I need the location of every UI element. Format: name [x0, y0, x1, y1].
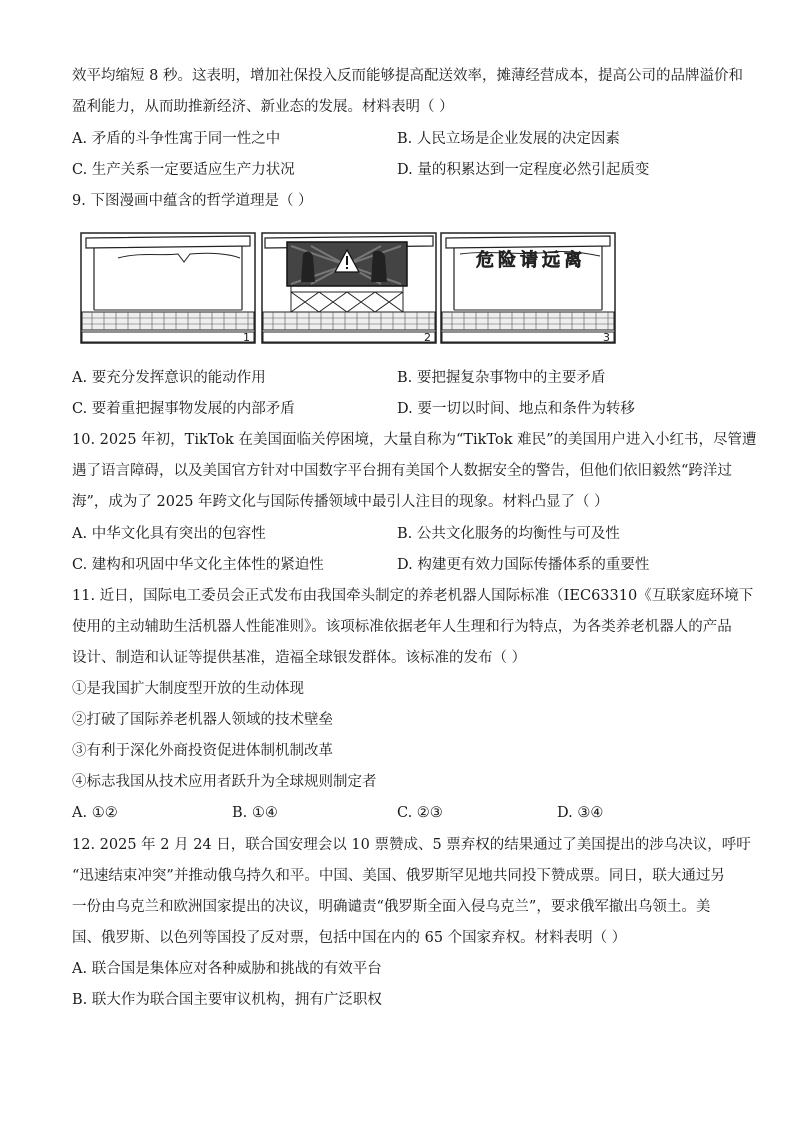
- q11-item-3: ③有利于深化外商投资促进体制机制改革: [72, 743, 333, 759]
- q10-stem-line-3: 海”，成为了 2025 年跨文化与国际传播领域中最引人注目的现象。材料凸显了（ ）: [72, 494, 609, 510]
- q11-item-2: ②打破了国际养老机器人领域的技术壁垒: [72, 712, 333, 728]
- q11-item-4: ④标志我国从技术应用者跃升为全球规则制定者: [72, 774, 377, 790]
- comic-panel-3: [440, 232, 616, 344]
- q10-option-b[interactable]: B. 公共文化服务的均衡性与可及性: [397, 526, 620, 542]
- q12-stem-line-3: 一份由乌克兰和欧洲国家提出的决议，明确谴责“俄罗斯全面入侵乌克兰”，要求俄军撤出乌领土。美: [72, 899, 711, 915]
- comic-sign-text: 危险请远离: [476, 250, 586, 271]
- q11-stem-line-2: 使用的主动辅助生活机器人性能准则》。该项标准依据老年人生理和行为特点，为各类养老机器人的产品: [72, 619, 732, 635]
- comic-panel-number: 3: [603, 331, 610, 344]
- q11-option-a[interactable]: A. ①②: [72, 805, 118, 821]
- q12-stem-line-1: 12. 2025 年 2 月 24 日，联合国安理会以 10 票赞成、5 票弃权的结果通过了美国提出的涉乌决议，呼吁: [72, 837, 751, 853]
- comic-panel-1: [80, 232, 256, 344]
- q12-stem-line-2: “迅速结束冲突”并推动俄乌持久和平。中国、美国、俄罗斯罕见地共同投下赞成票。同日，联大通过另: [72, 868, 725, 884]
- q10-option-d[interactable]: D. 构建更有效力国际传播体系的重要性: [397, 557, 650, 573]
- q8-option-b[interactable]: B. 人民立场是企业发展的决定因素: [397, 131, 620, 147]
- q11-option-d[interactable]: D. ③④: [557, 805, 604, 821]
- q11-stem-line-3: 设计、制造和认证等提供基准，造福全球银发群体。该标准的发布（ ）: [72, 650, 527, 666]
- q11-stem-line-1: 11. 近日，国际电工委员会正式发布由我国牵头制定的养老机器人国际标准（IEC63310《互联家庭环境下: [72, 588, 754, 604]
- q11-option-c[interactable]: C. ②③: [397, 805, 443, 821]
- q8-option-c[interactable]: C. 生产关系一定要适应生产力状况: [72, 162, 295, 178]
- q8-stem-line-2: 盈利能力，从而助推新经济、新业态的发展。材料表明（ ）: [72, 99, 454, 115]
- q11-item-1: ①是我国扩大制度型开放的生动体现: [72, 681, 304, 697]
- q10-stem-line-2: 遇了语言障碍，以及美国官方针对中国数字平台拥有美国个人数据安全的警告，但他们依旧毅然“跨洋过: [72, 463, 732, 479]
- q8-option-a[interactable]: A. 矛盾的斗争性寓于同一性之中: [72, 131, 281, 147]
- q10-option-c[interactable]: C. 建构和巩固中华文化主体性的紧迫性: [72, 557, 324, 573]
- comic-panel-2: [261, 232, 437, 344]
- q10-stem-line-1: 10. 2025 年初，TikTok 在美国面临关停困境，大量自称为“TikTok 难民”的美国用户进入小红书，尽管遭: [72, 432, 757, 448]
- q9-option-d[interactable]: D. 要一切以时间、地点和条件为转移: [397, 401, 635, 417]
- q11-option-b[interactable]: B. ①④: [232, 805, 278, 821]
- q12-stem-line-4: 国、俄罗斯、以色列等国投了反对票，包括中国在内的 65 个国家弃权。材料表明（ ）: [72, 930, 627, 946]
- comic-panel-number: 2: [424, 331, 431, 344]
- q8-option-d[interactable]: D. 量的积累达到一定程度必然引起质变: [397, 162, 650, 178]
- q8-stem-line-1: 效平均缩短 8 秒。这表明，增加社保投入反而能够提高配送效率，摊薄经营成本，提高公司的品牌溢价和: [72, 68, 743, 84]
- q12-option-a[interactable]: A. 联合国是集体应对各种威胁和挑战的有效平台: [72, 961, 382, 977]
- q10-option-a[interactable]: A. 中华文化具有突出的包容性: [72, 526, 266, 542]
- warning-sign-icon: [261, 232, 437, 344]
- q9-option-b[interactable]: B. 要把握复杂事物中的主要矛盾: [397, 370, 606, 386]
- wall-icon: [80, 232, 256, 344]
- q9-option-c[interactable]: C. 要着重把握事物发展的内部矛盾: [72, 401, 295, 417]
- q9-option-a[interactable]: A. 要充分发挥意识的能动作用: [72, 370, 266, 386]
- comic-panel-number: 1: [243, 331, 250, 344]
- q9-stem: 9. 下图漫画中蕴含的哲学道理是（ ）: [72, 193, 313, 209]
- q12-option-b[interactable]: B. 联大作为联合国主要审议机构，拥有广泛职权: [72, 992, 382, 1008]
